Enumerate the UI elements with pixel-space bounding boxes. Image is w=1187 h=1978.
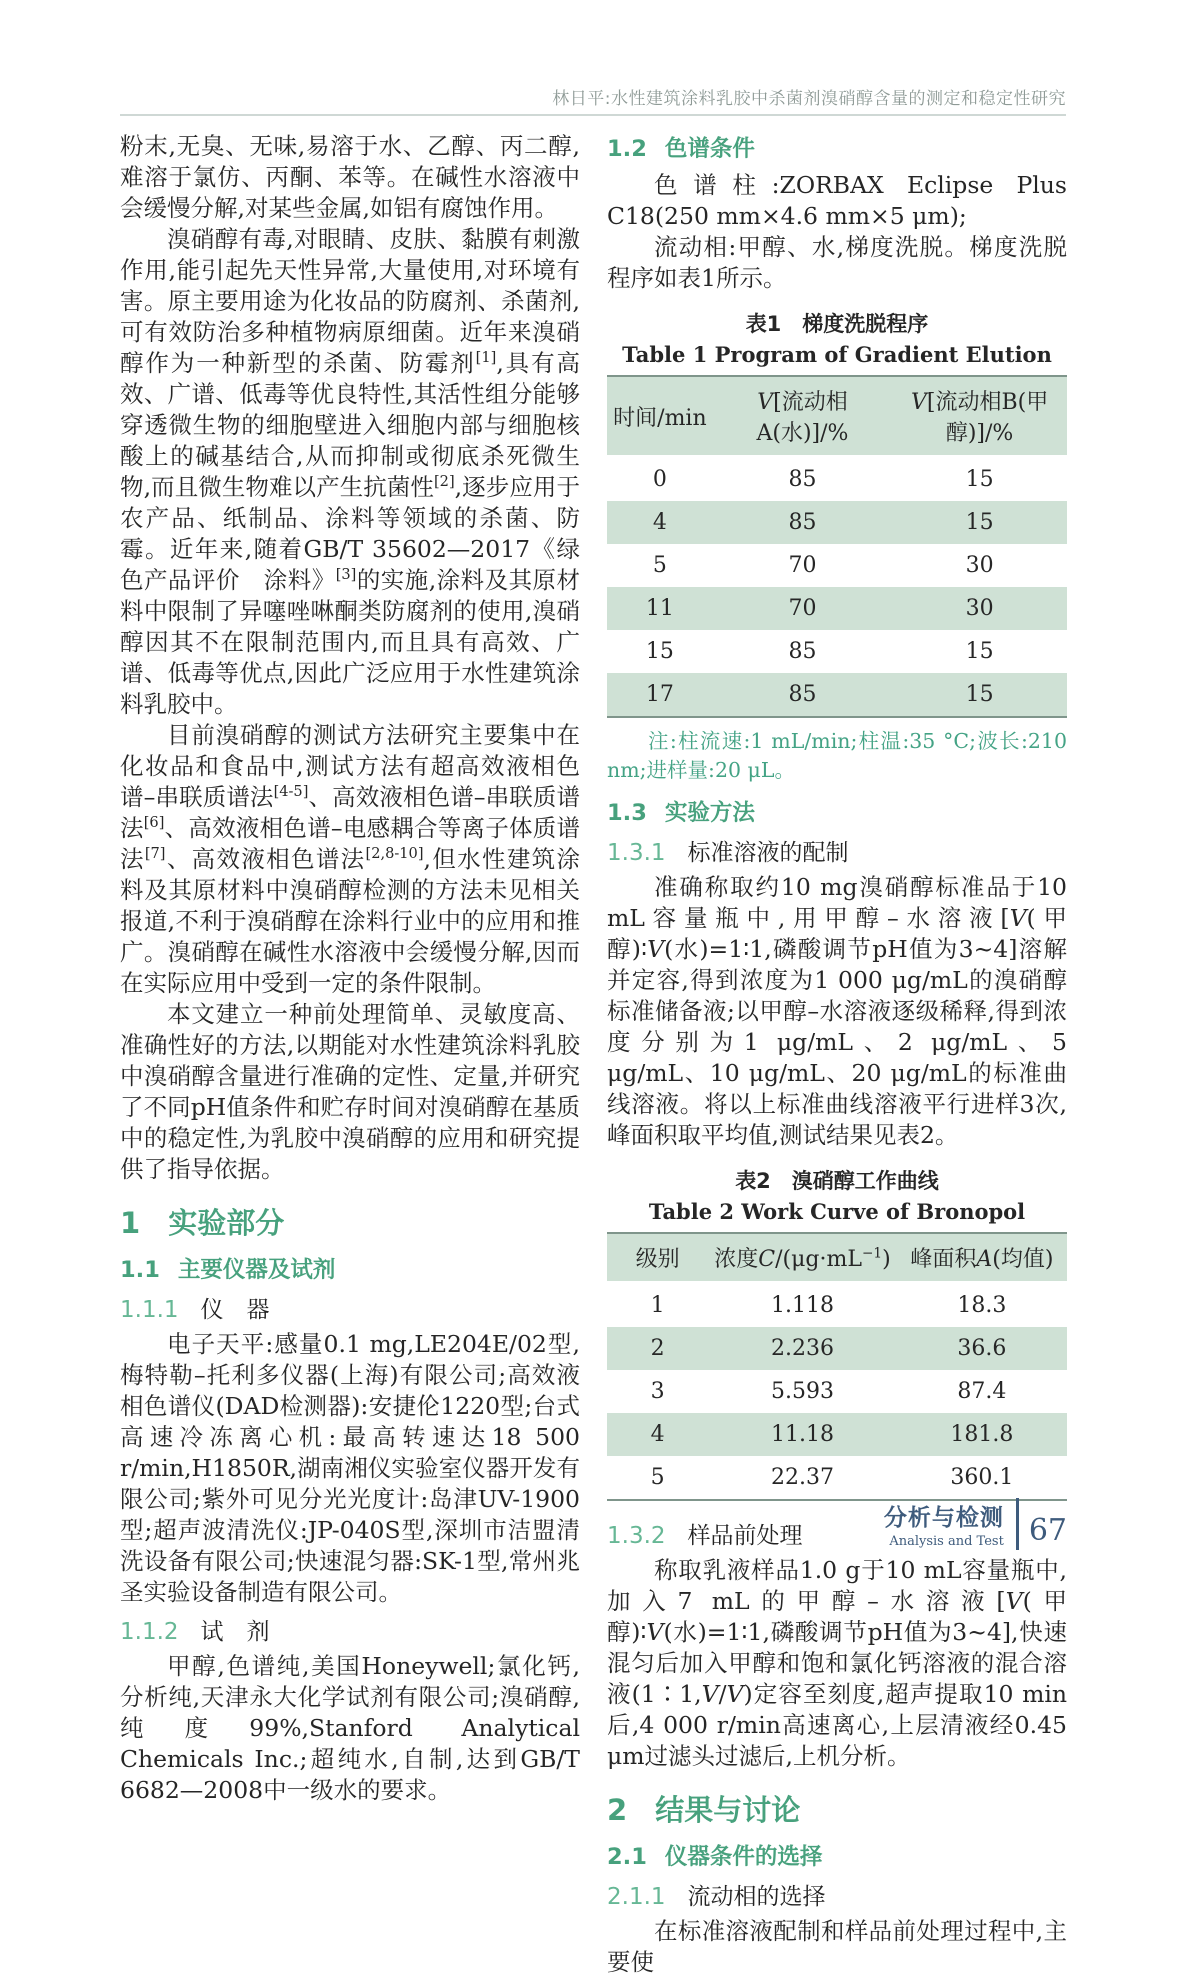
table-gradient-elution: [607, 375, 1067, 718]
paragraph-test-methods: 目前溴硝醇的测试方法研究主要集中在化妆品和食品中,测试方法有超高效液相色谱–串联质谱法[4-5]、高效液相色谱–串联质谱法[6]、高效液相色谱–电感耦合等离子体质谱法[7]、高效液相色谱法[2,8-10],但水性建筑涂料及其原材料中溴硝醇检测的方法未见相关报道,不利于溴硝醇在涂料行业中的应用和推广。溴硝醇在碱性水溶液中会缓慢分解,因而在实际应用中受到一定的条件限制。: [120, 721, 581, 997]
table-row: 5 22.37 360.1: [650, 1465, 1014, 1490]
subsubsection-title: 仪 器: [200, 1297, 270, 1323]
table2-caption-zh: 表2 溴硝醇工作曲线: [735, 1169, 939, 1193]
page-footer: [884, 1498, 1067, 1550]
subsubsection-title: 标准溶液的配制: [687, 840, 849, 866]
table-row: 17 85 15: [607, 673, 1067, 717]
two-column-body: [120, 131, 1066, 1978]
subsubsection-title: 流动相的选择: [687, 1884, 826, 1910]
header-divider: [120, 114, 1066, 116]
subsubsection-number: 1.3.2: [607, 1523, 666, 1549]
table-header-row: [607, 376, 1067, 457]
table-row: 3 5.593 87.4: [650, 1379, 1007, 1404]
section-number: 1: [120, 1206, 141, 1240]
subsubsection-heading-reagent: [120, 1613, 580, 1646]
table1-caption-en: Table 1 Program of Gradient Elution: [622, 342, 1052, 367]
table-row: 11 70 30: [607, 587, 1067, 630]
table-row: 15 85 15: [645, 639, 994, 664]
section-heading-experiment: [120, 1201, 580, 1242]
subsubsection-heading-mobile-phase-choice: [607, 1878, 1067, 1911]
paragraph-reagents: 甲醇,色谱纯,美国Honeywell;氯化钙,分析纯,天津永大化学试剂有限公司;溴硝醇,纯度99%,Stanford Analytical Chemicals Inc.;超纯水,自制,达到GB/T 6682—2008中一级水的要求。: [120, 1652, 580, 1804]
left-column: [120, 131, 580, 1978]
column-header: 浓度$C/(\mu g\cdot mL^{-1})$: [708, 1233, 897, 1283]
section-heading-results: [607, 1788, 1067, 1829]
paragraph-sample-prep: 称取乳液样品1.0 g于10 mL容量瓶中,加入7 mL的甲醇–水溶液[V(甲醇)∶V(水)=1∶1,磷酸调节pH值为3~4],快速混匀后加入甲醇和饱和氯化钙溶液的混合溶液(1∶1,V/V)定容至刻度,超声提取10 min后,4 000 r/min高速离心,上层清液经0.45 μm过滤头过滤后,上机分析。: [607, 1556, 1068, 1770]
journal-name-block: [884, 1499, 1004, 1549]
column-header: 时间/min: [607, 376, 713, 457]
column-header: 级别: [607, 1233, 708, 1283]
subsection-number: 1.1: [120, 1257, 160, 1283]
subsection-title: 实验方法: [664, 800, 755, 826]
right-column: [607, 131, 1067, 1978]
table1-note: 注:柱流速:1 mL/min;柱温:35 °C;波长:210 nm;进样量:20 μL。: [607, 729, 1067, 782]
page-number: 67: [1028, 1513, 1067, 1548]
subsubsection-title: 试 剂: [200, 1619, 270, 1645]
table-row: 1 1.118 18.3: [650, 1293, 1007, 1318]
section-title: 结果与讨论: [655, 1793, 801, 1827]
table1-caption-zh: 表1 梯度洗脱程序: [745, 312, 929, 336]
subsection-heading-instrument-conditions: [607, 1839, 1067, 1871]
paragraph-instruments: 电子天平:感量0.1 mg,LE204E/02型,梅特勒–托利多仪器(上海)有限公司;高效液相色谱仪(DAD检测器):安捷伦1220型;台式高速冷冻离心机:最高转速达18 500 r/min,H1850R,湖南湘仪实验室仪器开发有限公司;紫外可见分光光度计:岛津UV-1900型;超声波清洗仪:JP-040S型,深圳市洁盟清洗设备有限公司;快速混匀器:SK-1型,常州兆圣实验设备制造有限公司。: [120, 1330, 580, 1606]
footer-divider-bar: [1016, 1498, 1019, 1550]
subsubsection-number: 1.1.1: [120, 1297, 179, 1323]
section-number: 2: [607, 1793, 628, 1827]
paragraph-mobile-phase-choice: 在标准溶液配制和样品前处理过程中,主要使: [607, 1917, 1067, 1976]
table2-caption-en: Table 2 Work Curve of Bronopol: [648, 1199, 1026, 1224]
paragraph-this-work: 本文建立一种前处理简单、灵敏度高、准确性好的方法,以期能对水性建筑涂料乳胶中溴硝醇含量进行准确的定性、定量,并研究了不同pH值条件和贮存时间对溴硝醇在基质中的稳定性,为乳胶中溴硝醇的应用和研究提供了指导依据。: [120, 1000, 580, 1183]
subsection-number: 1.3: [607, 800, 647, 826]
subsection-heading-chromatography: [607, 131, 1067, 163]
subsection-heading-method: [607, 795, 1067, 827]
paragraph-toxicity: 溴硝醇有毒,对眼睛、皮肤、黏膜有刺激作用,能引起先天性异常,大量使用,对环境有害。原主要用途为化妆品的防腐剂、杀菌剂,可有效防治多种植物病原细菌。近年来溴硝醇作为一种新型的杀菌、防霉剂[1],具有高效、广谱、低毒等优良特性,其活性组分能够穿透微生物的细胞壁进入细胞内部与细胞核酸上的碱基结合,从而抑制或彻底杀死微生物,而且微生物难以产生抗菌性[2],逐步应用于农产品、纸制品、涂料等领域的杀菌、防霉。近年来,随着GB/T 35602—2017《绿色产品评价 涂料》[3]的实施,涂料及其原材料中限制了异噻唑啉酮类防腐剂的使用,溴硝醇因其不在限制范围内,而且具有高效、广谱、低毒等优点,因此广泛应用于水性建筑涂料乳胶中。: [120, 225, 581, 718]
subsubsection-number: 1.3.1: [607, 840, 666, 866]
table-row: 0 85 15: [652, 467, 994, 492]
table-header-row: [607, 1233, 1067, 1283]
paragraph-column: 色谱柱:ZORBAX Eclipse Plus C18(250 mm×4.6 mm×5 μm);: [607, 171, 1067, 230]
journal-name-zh: 分析与检测: [883, 1505, 1004, 1531]
section-title: 实验部分: [168, 1206, 285, 1240]
subsubsection-number: 2.1.1: [607, 1884, 666, 1910]
subsection-title: 色谱条件: [664, 136, 755, 162]
paragraph-properties: 粉末,无臭、无味,易溶于水、乙醇、丙二醇,难溶于氯仿、丙酮、苯等。在碱性水溶液中会缓慢分解,对某些金属,如铝有腐蚀作用。: [120, 132, 580, 222]
table-row: 4 11.18 181.8: [607, 1413, 1067, 1456]
subsection-number: 1.2: [607, 136, 647, 162]
paragraph-standard-solution: 准确称取约10 mg溴硝醇标准品于10 mL容量瓶中,用甲醇–水溶液[V(甲醇)∶V(水)=1∶1,磷酸调节pH值为3~4]溶解并定容,得到浓度为1 000 μg/mL的溴硝醇标准储备液;以甲醇–水溶液逐级稀释,得到浓度分别为1 μg/mL、2 μg/mL、5 μg/mL、10 μg/mL、20 μg/mL的标准曲线溶液。将以上标准曲线溶液平行进样3次,峰面积取平均值,测试结果见表2。: [607, 873, 1068, 1149]
running-head: 林日平:水性建筑涂料乳胶中杀菌剂溴硝醇含量的测定和稳定性研究: [552, 89, 1066, 109]
journal-name-en: Analysis and Test: [889, 1534, 1004, 1549]
subsection-title: 主要仪器及试剂: [177, 1257, 336, 1283]
table-row: 4 85 15: [607, 501, 1067, 544]
subsubsection-heading-standard: [607, 834, 1067, 867]
column-header: V[流动相A(水)]/%: [713, 376, 892, 457]
column-header: V[流动相B(甲醇)]/%: [892, 376, 1067, 457]
subsection-heading-instruments-reagents: [120, 1252, 580, 1284]
paragraph-mobile-phase: 流动相:甲醇、水,梯度洗脱。梯度洗脱程序如表1所示。: [607, 233, 1067, 292]
column-header: 峰面积A(均值): [897, 1233, 1067, 1283]
subsubsection-number: 1.1.2: [120, 1619, 179, 1645]
subsection-title: 仪器条件的选择: [664, 1844, 823, 1870]
table-row: 2 2.236 36.6: [607, 1327, 1067, 1370]
subsubsection-heading-instrument: [120, 1291, 580, 1324]
table-row: 5 70 30: [652, 553, 994, 578]
subsection-number: 2.1: [607, 1844, 647, 1870]
table-work-curve: [607, 1232, 1067, 1501]
subsubsection-title: 样品前处理: [687, 1523, 803, 1549]
